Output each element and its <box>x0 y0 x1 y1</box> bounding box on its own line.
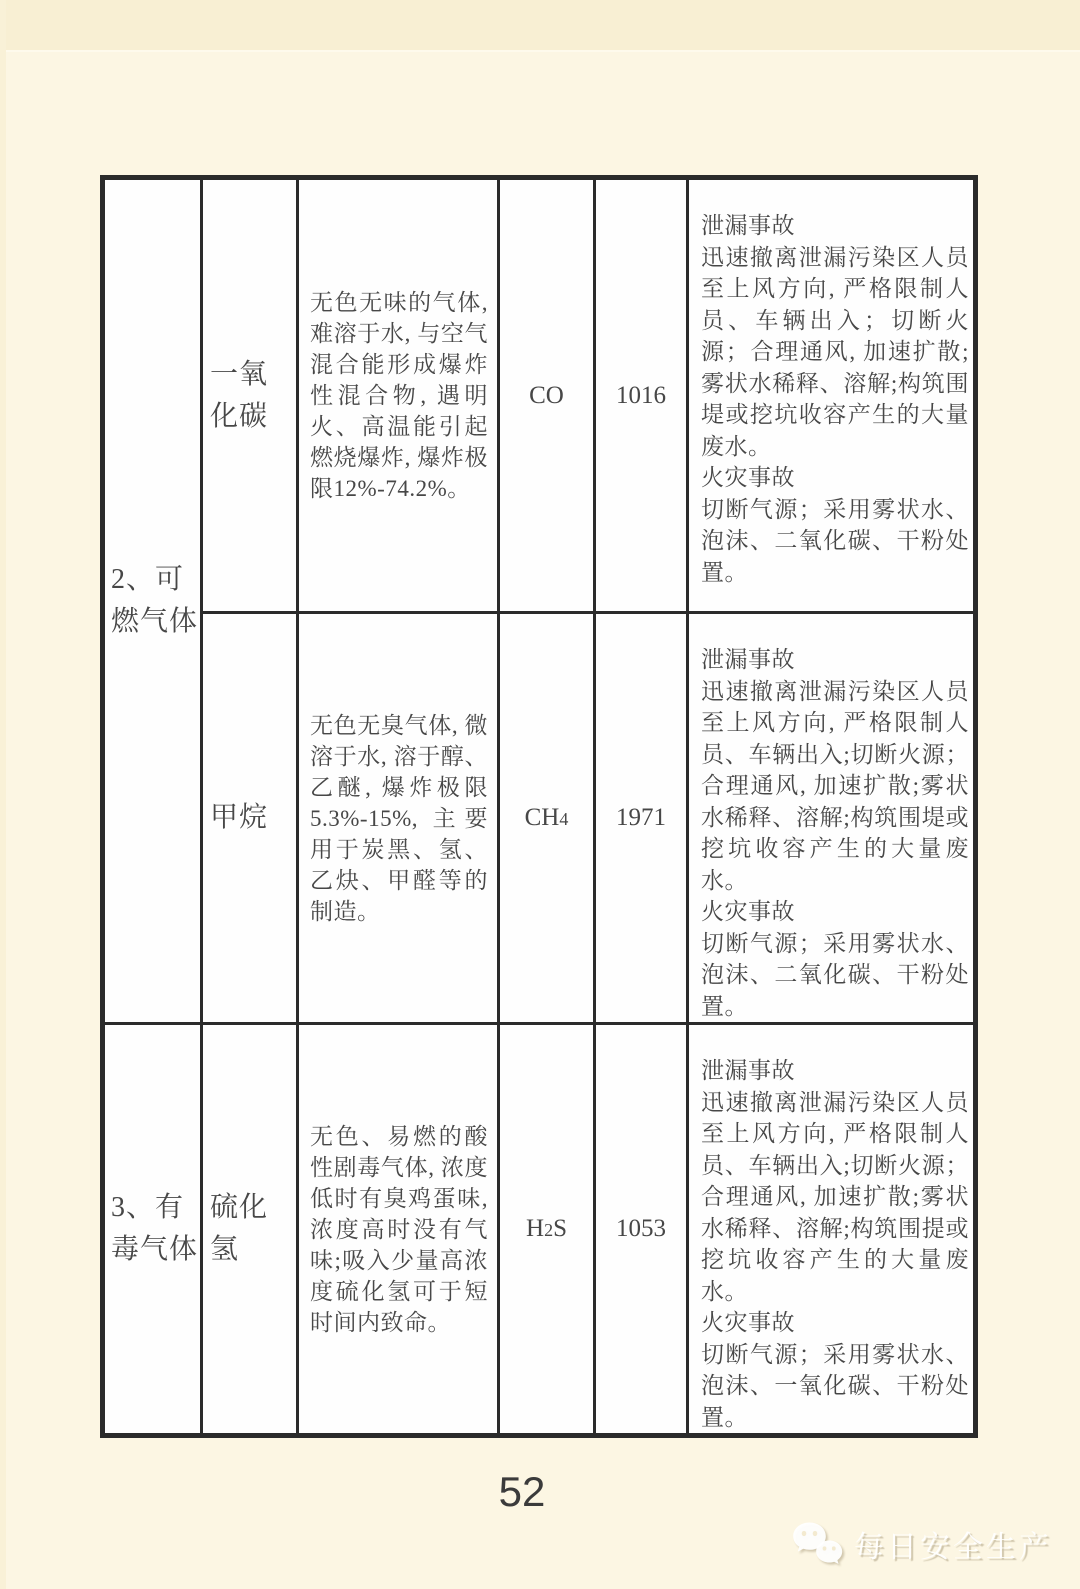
watermark-label: 每日安全生产 <box>854 1531 1052 1564</box>
category-cell-combustible-gas: 2、可燃气体 <box>103 178 202 1024</box>
table-row-methane <box>103 613 976 1024</box>
chemical-formula-cell <box>499 613 595 1024</box>
chemical-formula-cell <box>499 178 595 613</box>
page-edge-shadow <box>0 0 1080 52</box>
leak-accident-heading: 泄漏事故 <box>701 213 795 238</box>
fire-accident-text: 切断气源；采用雾状水、泡沫、一氧化碳、干粉处置。 <box>701 1341 969 1430</box>
fire-accident-text: 切断气源；采用雾状水、泡沫、二氧化碳、干粉处置。 <box>701 930 969 1019</box>
gas-description-cell: 无色无臭气体, 微溶于水, 溶于醇、乙醚, 爆炸极限5.3%-15%, 主要用于炭黑、氢、乙炔、甲醛等的制造。 <box>298 613 499 1024</box>
gas-name-cell: 一氧化碳 <box>202 178 298 613</box>
fire-accident-heading: 火灾事故 <box>701 899 795 924</box>
leak-accident-text: 迅速撤离泄漏污染区人员至上风方向, 严格限制人员、车辆出入；切断火源；合理通风, 加速扩散;雾状水稀释、溶解;构筑围堤或挖坑收容产生的大量废水。 <box>701 244 969 459</box>
formula-main: H <box>526 1215 545 1242</box>
un-number-cell: 1971 <box>595 613 688 1024</box>
gas-name-cell: 硫化氢 <box>202 1024 298 1436</box>
fire-accident-heading: 火灾事故 <box>701 465 795 490</box>
formula-subscript: 2 <box>544 1220 554 1240</box>
wechat-icon <box>792 1521 844 1567</box>
fire-accident-text: 切断气源；采用雾状水、泡沫、二氧化碳、干粉处置。 <box>701 496 969 585</box>
un-number-cell: 1053 <box>595 1024 688 1436</box>
leak-accident-text: 迅速撤离泄漏污染区人员至上风方向, 严格限制人员、车辆出入;切断火源；合理通风, 加速扩散;雾状水稀释、溶解;构筑围堤或挖坑收容产生的大量废水。 <box>701 678 969 893</box>
leak-accident-text: 迅速撤离泄漏污染区人员至上风方向, 严格限制人员、车辆出入;切断火源；合理通风, 加速扩散;雾状水稀释、溶解;构筑围提或挖坑收容产生的大量废水。 <box>701 1089 969 1304</box>
page-number: 52 <box>498 1468 546 1515</box>
fire-accident-heading: 火灾事故 <box>701 1310 795 1335</box>
table-row-carbon-monoxide <box>103 178 976 613</box>
leak-accident-heading: 泄漏事故 <box>701 1058 795 1083</box>
watermark <box>792 1521 1052 1567</box>
emergency-measures-cell <box>688 613 976 1024</box>
gas-description-cell: 无色无味的气体, 难溶于水, 与空气混合能形成爆炸性混合物, 遇明火、高温能引起燃烧爆炸, 爆炸极限12%-74.2%。 <box>298 178 499 613</box>
un-number-cell: 1016 <box>595 178 688 613</box>
formula-main: CO <box>529 381 564 409</box>
category-cell-toxic-gas: 3、有毒气体 <box>103 1024 202 1436</box>
emergency-measures-cell <box>688 1024 976 1436</box>
table-row-hydrogen-sulfide <box>103 1024 976 1436</box>
emergency-measures-cell <box>688 178 976 613</box>
hazardous-gas-table <box>100 175 978 1438</box>
leak-accident-heading: 泄漏事故 <box>701 647 795 672</box>
formula-main: CH <box>524 804 560 831</box>
formula-tail: S <box>553 1215 567 1242</box>
gas-name-cell: 甲烷 <box>202 613 298 1024</box>
page-edge-shadow-left <box>0 0 6 1589</box>
formula-subscript: 4 <box>559 809 569 829</box>
gas-description-cell: 无色、易燃的酸性剧毒气体, 浓度低时有臭鸡蛋味, 浓度高时没有气味;吸入少量高浓度硫化氢可于短时间内致命。 <box>298 1024 499 1436</box>
chemical-formula-cell <box>499 1024 595 1436</box>
